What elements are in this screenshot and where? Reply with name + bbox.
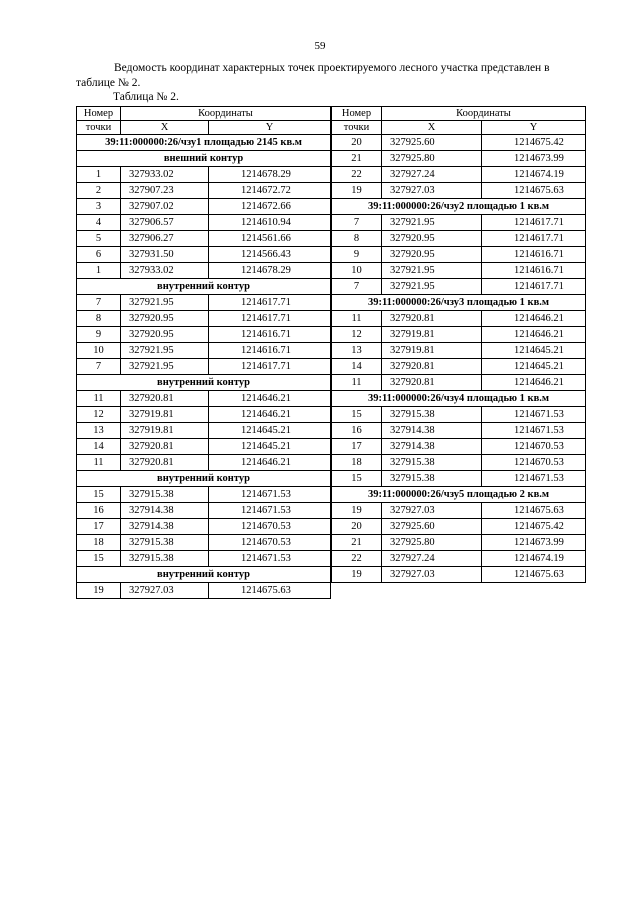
table-row <box>332 311 586 327</box>
table-row <box>332 423 586 439</box>
x-coordinate-cell: 327920.81 <box>121 391 209 407</box>
x-coordinate-cell: 327925.60 <box>382 135 482 151</box>
point-number-cell: 6 <box>77 247 121 263</box>
x-coordinate-cell: 327920.95 <box>121 327 209 343</box>
y-coordinate-cell: 1214616.71 <box>482 247 586 263</box>
point-number-cell: 20 <box>332 519 382 535</box>
x-coordinate-cell: 327921.95 <box>121 359 209 375</box>
y-coordinate-cell: 1214670.53 <box>209 535 331 551</box>
y-coordinate-cell: 1214616.71 <box>209 327 331 343</box>
section-title: 39:11:000000:26/чзу5 площадью 2 кв.м <box>332 487 586 503</box>
y-coordinate-cell: 1214616.71 <box>482 263 586 279</box>
x-coordinate-cell: 327906.57 <box>121 215 209 231</box>
table-row <box>77 583 331 599</box>
section-row <box>77 279 331 295</box>
table-row <box>332 151 586 167</box>
point-number-cell: 16 <box>77 503 121 519</box>
section-row <box>77 135 331 151</box>
y-coordinate-cell: 1214675.63 <box>482 183 586 199</box>
header-x: X <box>382 121 482 135</box>
point-number-cell: 18 <box>77 535 121 551</box>
point-number-cell: 18 <box>332 455 382 471</box>
x-coordinate-cell: 327925.80 <box>382 535 482 551</box>
y-coordinate-cell: 1214617.71 <box>209 295 331 311</box>
point-number-cell: 13 <box>77 423 121 439</box>
y-coordinate-cell: 1214671.53 <box>209 503 331 519</box>
x-coordinate-cell: 327915.38 <box>382 455 482 471</box>
section-title: внутренний контур <box>77 567 331 583</box>
y-coordinate-cell: 1214616.71 <box>209 343 331 359</box>
table-row <box>332 279 586 295</box>
section-title: 39:11:000000:26/чзу2 площадью 1 кв.м <box>332 199 586 215</box>
y-coordinate-cell: 1214617.71 <box>482 231 586 247</box>
y-coordinate-cell: 1214670.53 <box>209 519 331 535</box>
y-coordinate-cell: 1214617.71 <box>482 279 586 295</box>
point-number-cell: 22 <box>332 551 382 567</box>
header-y: Y <box>209 121 331 135</box>
point-number-cell: 11 <box>77 455 121 471</box>
table-row <box>77 167 331 183</box>
point-number-cell: 20 <box>332 135 382 151</box>
x-coordinate-cell: 327915.38 <box>121 551 209 567</box>
section-title: 39:11:000000:26/чзу1 площадью 2145 кв.м <box>77 135 331 151</box>
x-coordinate-cell: 327920.81 <box>382 311 482 327</box>
section-row <box>332 295 586 311</box>
x-coordinate-cell: 327915.38 <box>121 487 209 503</box>
table-row <box>77 503 331 519</box>
x-coordinate-cell: 327921.95 <box>121 295 209 311</box>
point-number-cell: 21 <box>332 151 382 167</box>
point-number-cell: 13 <box>332 343 382 359</box>
y-coordinate-cell: 1214617.71 <box>209 311 331 327</box>
point-number-cell: 14 <box>77 439 121 455</box>
section-row <box>332 487 586 503</box>
x-coordinate-cell: 327914.38 <box>121 503 209 519</box>
table-row <box>77 535 331 551</box>
table-row <box>332 551 586 567</box>
y-coordinate-cell: 1214671.53 <box>482 407 586 423</box>
y-coordinate-cell: 1214672.66 <box>209 199 331 215</box>
point-number-cell: 7 <box>77 359 121 375</box>
y-coordinate-cell: 1214670.53 <box>482 455 586 471</box>
header-x: X <box>121 121 209 135</box>
point-number-cell: 19 <box>332 567 382 583</box>
table-row <box>77 295 331 311</box>
x-coordinate-cell: 327921.95 <box>121 343 209 359</box>
point-number-cell: 5 <box>77 231 121 247</box>
table-row <box>77 439 331 455</box>
section-title: 39:11:000000:26/чзу4 площадью 1 кв.м <box>332 391 586 407</box>
table-row <box>77 487 331 503</box>
header-y: Y <box>482 121 586 135</box>
point-number-cell: 4 <box>77 215 121 231</box>
point-number-cell: 8 <box>77 311 121 327</box>
point-number-cell: 10 <box>332 263 382 279</box>
y-coordinate-cell: 1214671.53 <box>209 487 331 503</box>
x-coordinate-cell: 327915.38 <box>121 535 209 551</box>
x-coordinate-cell: 327919.81 <box>121 407 209 423</box>
x-coordinate-cell: 327920.81 <box>382 375 482 391</box>
y-coordinate-cell: 1214675.63 <box>482 503 586 519</box>
table-row <box>332 167 586 183</box>
y-coordinate-cell: 1214671.53 <box>209 551 331 567</box>
table-row <box>332 471 586 487</box>
x-coordinate-cell: 327919.81 <box>121 423 209 439</box>
table-row <box>77 327 331 343</box>
table-row <box>332 359 586 375</box>
table-row <box>77 407 331 423</box>
section-title: внутренний контур <box>77 471 331 487</box>
table-row <box>332 327 586 343</box>
table-row <box>77 455 331 471</box>
point-number-cell: 9 <box>77 327 121 343</box>
x-coordinate-cell: 327920.95 <box>382 247 482 263</box>
y-coordinate-cell: 1214646.21 <box>482 375 586 391</box>
x-coordinate-cell: 327927.03 <box>382 183 482 199</box>
y-coordinate-cell: 1214671.53 <box>482 423 586 439</box>
point-number-cell: 21 <box>332 535 382 551</box>
y-coordinate-cell: 1214675.42 <box>482 135 586 151</box>
x-coordinate-cell: 327907.02 <box>121 199 209 215</box>
section-row <box>77 151 331 167</box>
x-coordinate-cell: 327920.95 <box>121 311 209 327</box>
table-row <box>77 519 331 535</box>
section-row <box>77 567 331 583</box>
point-number-cell: 17 <box>332 439 382 455</box>
table-row <box>77 183 331 199</box>
header-point-number: Номер <box>332 107 382 121</box>
y-coordinate-cell: 1214645.21 <box>482 359 586 375</box>
y-coordinate-cell: 1214646.21 <box>209 407 331 423</box>
x-coordinate-cell: 327931.50 <box>121 247 209 263</box>
y-coordinate-cell: 1214646.21 <box>209 391 331 407</box>
point-number-cell: 3 <box>77 199 121 215</box>
point-number-cell: 2 <box>77 183 121 199</box>
table-row <box>332 375 586 391</box>
y-coordinate-cell: 1214566.43 <box>209 247 331 263</box>
x-coordinate-cell: 327925.80 <box>382 151 482 167</box>
coordinates-table-right <box>331 106 586 583</box>
x-coordinate-cell: 327919.81 <box>382 343 482 359</box>
x-coordinate-cell: 327921.95 <box>382 215 482 231</box>
point-number-cell: 19 <box>332 183 382 199</box>
x-coordinate-cell: 327921.95 <box>382 279 482 295</box>
y-coordinate-cell: 1214674.19 <box>482 167 586 183</box>
table-row <box>332 343 586 359</box>
section-row <box>77 471 331 487</box>
header-point-number-line2: точки <box>332 121 382 135</box>
y-coordinate-cell: 1214645.21 <box>209 439 331 455</box>
table-row <box>77 247 331 263</box>
table-row <box>332 247 586 263</box>
table-caption: Таблица № 2. <box>113 91 179 103</box>
table-row <box>332 407 586 423</box>
point-number-cell: 1 <box>77 263 121 279</box>
table-row <box>77 199 331 215</box>
point-number-cell: 22 <box>332 167 382 183</box>
section-title: внутренний контур <box>77 375 331 391</box>
y-coordinate-cell: 1214646.21 <box>209 455 331 471</box>
point-number-cell: 11 <box>332 375 382 391</box>
x-coordinate-cell: 327933.02 <box>121 167 209 183</box>
y-coordinate-cell: 1214610.94 <box>209 215 331 231</box>
table-row <box>332 135 586 151</box>
x-coordinate-cell: 327920.81 <box>121 439 209 455</box>
point-number-cell: 11 <box>332 311 382 327</box>
table-row <box>77 311 331 327</box>
y-coordinate-cell: 1214617.71 <box>482 215 586 231</box>
point-number-cell: 19 <box>332 503 382 519</box>
table-row <box>332 519 586 535</box>
page-number: 59 <box>314 40 326 52</box>
y-coordinate-cell: 1214675.42 <box>482 519 586 535</box>
header-point-number-line2: точки <box>77 121 121 135</box>
table-row <box>77 359 331 375</box>
table-row <box>77 423 331 439</box>
table-row <box>77 263 331 279</box>
x-coordinate-cell: 327927.03 <box>382 567 482 583</box>
table-row <box>332 455 586 471</box>
point-number-cell: 15 <box>77 487 121 503</box>
x-coordinate-cell: 327919.81 <box>382 327 482 343</box>
point-number-cell: 12 <box>77 407 121 423</box>
y-coordinate-cell: 1214674.19 <box>482 551 586 567</box>
x-coordinate-cell: 327925.60 <box>382 519 482 535</box>
point-number-cell: 9 <box>332 247 382 263</box>
x-coordinate-cell: 327914.38 <box>121 519 209 535</box>
table-row <box>332 567 586 583</box>
table-row <box>77 391 331 407</box>
point-number-cell: 7 <box>332 279 382 295</box>
table-row <box>77 551 331 567</box>
section-row <box>332 199 586 215</box>
x-coordinate-cell: 327906.27 <box>121 231 209 247</box>
x-coordinate-cell: 327921.95 <box>382 263 482 279</box>
y-coordinate-cell: 1214675.63 <box>209 583 331 599</box>
point-number-cell: 15 <box>77 551 121 567</box>
table-row <box>77 343 331 359</box>
point-number-cell: 14 <box>332 359 382 375</box>
x-coordinate-cell: 327927.24 <box>382 551 482 567</box>
y-coordinate-cell: 1214617.71 <box>209 359 331 375</box>
table-row <box>332 535 586 551</box>
x-coordinate-cell: 327920.95 <box>382 231 482 247</box>
point-number-cell: 15 <box>332 471 382 487</box>
header-point-number: Номер <box>77 107 121 121</box>
intro-paragraph: Ведомость координат характерных точек проектируемого лесного участка представлен в таблице № 2. <box>76 62 550 89</box>
table-row <box>332 183 586 199</box>
table-row <box>77 215 331 231</box>
y-coordinate-cell: 1214645.21 <box>482 343 586 359</box>
table-row <box>332 231 586 247</box>
x-coordinate-cell: 327920.81 <box>382 359 482 375</box>
y-coordinate-cell: 1214675.63 <box>482 567 586 583</box>
table-row <box>332 503 586 519</box>
y-coordinate-cell: 1214646.21 <box>482 327 586 343</box>
table-row <box>332 439 586 455</box>
y-coordinate-cell: 1214672.72 <box>209 183 331 199</box>
y-coordinate-cell: 1214673.99 <box>482 535 586 551</box>
y-coordinate-cell: 1214670.53 <box>482 439 586 455</box>
point-number-cell: 8 <box>332 231 382 247</box>
point-number-cell: 15 <box>332 407 382 423</box>
point-number-cell: 12 <box>332 327 382 343</box>
section-row <box>77 375 331 391</box>
section-title: внутренний контур <box>77 279 331 295</box>
section-row <box>332 391 586 407</box>
x-coordinate-cell: 327920.81 <box>121 455 209 471</box>
x-coordinate-cell: 327927.24 <box>382 167 482 183</box>
x-coordinate-cell: 327914.38 <box>382 439 482 455</box>
x-coordinate-cell: 327915.38 <box>382 407 482 423</box>
y-coordinate-cell: 1214645.21 <box>209 423 331 439</box>
table-row <box>332 215 586 231</box>
x-coordinate-cell: 327915.38 <box>382 471 482 487</box>
x-coordinate-cell: 327933.02 <box>121 263 209 279</box>
y-coordinate-cell: 1214671.53 <box>482 471 586 487</box>
header-coordinates: Координаты <box>121 107 331 121</box>
table-row <box>77 231 331 247</box>
point-number-cell: 16 <box>332 423 382 439</box>
point-number-cell: 1 <box>77 167 121 183</box>
header-coordinates: Координаты <box>382 107 586 121</box>
y-coordinate-cell: 1214678.29 <box>209 263 331 279</box>
table-row <box>332 263 586 279</box>
x-coordinate-cell: 327907.23 <box>121 183 209 199</box>
section-title: 39:11:000000:26/чзу3 площадью 1 кв.м <box>332 295 586 311</box>
x-coordinate-cell: 327927.03 <box>382 503 482 519</box>
coordinates-table-left <box>76 106 331 599</box>
point-number-cell: 10 <box>77 343 121 359</box>
y-coordinate-cell: 1214646.21 <box>482 311 586 327</box>
y-coordinate-cell: 1214673.99 <box>482 151 586 167</box>
y-coordinate-cell: 1214561.66 <box>209 231 331 247</box>
point-number-cell: 7 <box>332 215 382 231</box>
x-coordinate-cell: 327927.03 <box>121 583 209 599</box>
x-coordinate-cell: 327914.38 <box>382 423 482 439</box>
point-number-cell: 7 <box>77 295 121 311</box>
point-number-cell: 19 <box>77 583 121 599</box>
point-number-cell: 17 <box>77 519 121 535</box>
y-coordinate-cell: 1214678.29 <box>209 167 331 183</box>
point-number-cell: 11 <box>77 391 121 407</box>
section-title: внешний контур <box>77 151 331 167</box>
